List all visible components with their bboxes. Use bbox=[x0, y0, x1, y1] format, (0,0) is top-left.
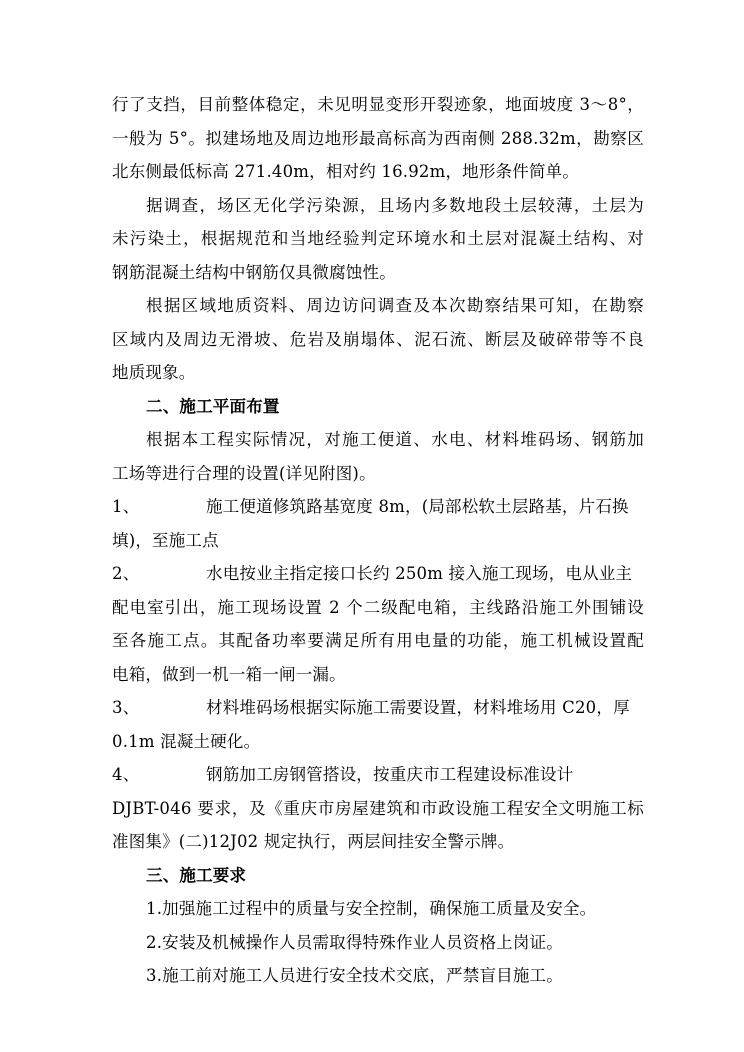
text-line: 区域内及周边无滑坡、危岩及崩塌体、泥石流、断层及破碎带等不良 bbox=[112, 329, 644, 349]
document-body bbox=[112, 88, 644, 993]
text-line: 据调查，场区无化学污染源，且场内多数地段土层较薄，土层为 bbox=[146, 195, 644, 215]
text-line: 工场等进行合理的设置(详见附图)。 bbox=[112, 463, 376, 483]
list-item: 3.施工前对施工人员进行安全技术交底，严禁盲目施工。 bbox=[146, 966, 563, 985]
section-heading-requirements: 三、施工要求 bbox=[146, 865, 247, 885]
list-item bbox=[112, 557, 644, 691]
list-item-number: 2、 bbox=[112, 564, 140, 583]
list-item-first-line bbox=[112, 691, 644, 725]
list-item bbox=[112, 490, 644, 557]
paragraph-layout-intro bbox=[112, 423, 644, 490]
text-line: 北东侧最低标高 271.40m，相对约 16.92m，地形条件简单。 bbox=[112, 162, 580, 181]
requirements-list bbox=[112, 892, 644, 993]
text-line: 至各施工点。其配备功率要满足所有用电量的功能，施工机械设置配 bbox=[112, 631, 644, 650]
list-item-number: 3、 bbox=[112, 698, 140, 717]
list-item: 1.加强施工过程中的质量与安全控制，确保施工质量及安全。 bbox=[146, 899, 597, 918]
list-item-text: 材料堆码场根据实际施工需要设置，材料堆场用 C20，厚 bbox=[206, 698, 630, 717]
text-line: 根据本工程实际情况，对施工便道、水电、材料堆码场、钢筋加 bbox=[146, 430, 644, 449]
list-item bbox=[112, 691, 644, 758]
list-item-first-line bbox=[112, 557, 644, 591]
list-item: 2.安装及机械操作人员需取得特殊作业人员资格上岗证。 bbox=[146, 932, 563, 952]
list-item-number: 4、 bbox=[112, 765, 140, 784]
text-line: 0.1m 混凝土硬化。 bbox=[112, 731, 261, 751]
list-item bbox=[112, 758, 644, 859]
paragraph-terrain bbox=[112, 88, 644, 189]
text-line: 未污染土，根据规范和当地经验判定环境水和土层对混凝土结构、对 bbox=[112, 229, 644, 248]
text-line: 配电室引出，施工现场设置 2 个二级配电箱，主线路沿施工外围铺设 bbox=[112, 597, 644, 617]
text-line: 地质现象。 bbox=[112, 363, 196, 382]
text-line: 根据区域地质资料、周边访问调查及本次勘察结果可知，在勘察 bbox=[146, 296, 644, 315]
paragraph-pollution bbox=[112, 189, 644, 290]
text-line: 填)，至施工点 bbox=[112, 530, 219, 550]
text-line: 一般为 5°。拟建场地及周边地形最高标高为西南侧 288.32m，勘察区 bbox=[112, 128, 644, 148]
text-line: 准图集》(二)12J02 规定执行，两层间挂安全警示牌。 bbox=[112, 832, 515, 851]
text-line: 行了支挡，目前整体稳定，未见明显变形开裂迹象，地面坡度 3～8°， bbox=[112, 95, 644, 114]
paragraph-geology bbox=[112, 289, 644, 390]
list-item-text: 施工便道修筑路基宽度 8m，(局部松软土层路基，片石换 bbox=[206, 497, 629, 516]
section-heading-layout: 二、施工平面布置 bbox=[146, 396, 280, 416]
list-item-first-line bbox=[112, 490, 644, 524]
list-item-text: 水电按业主指定接口长约 250m 接入施工现场，电从业主 bbox=[206, 564, 633, 583]
list-item-number: 1、 bbox=[112, 497, 140, 516]
text-line: 电箱，做到一机一箱一闸一漏。 bbox=[112, 664, 346, 684]
list-item-first-line bbox=[112, 758, 644, 792]
text-line: DJBT-046 要求，及《重庆市房屋建筑和市政设施工程安全文明施工标 bbox=[112, 798, 644, 818]
text-line: 钢筋混凝土结构中钢筋仅具微腐蚀性。 bbox=[112, 262, 396, 282]
list-item-text: 钢筋加工房钢管搭设，按重庆市工程建设标准设计 bbox=[206, 765, 574, 784]
